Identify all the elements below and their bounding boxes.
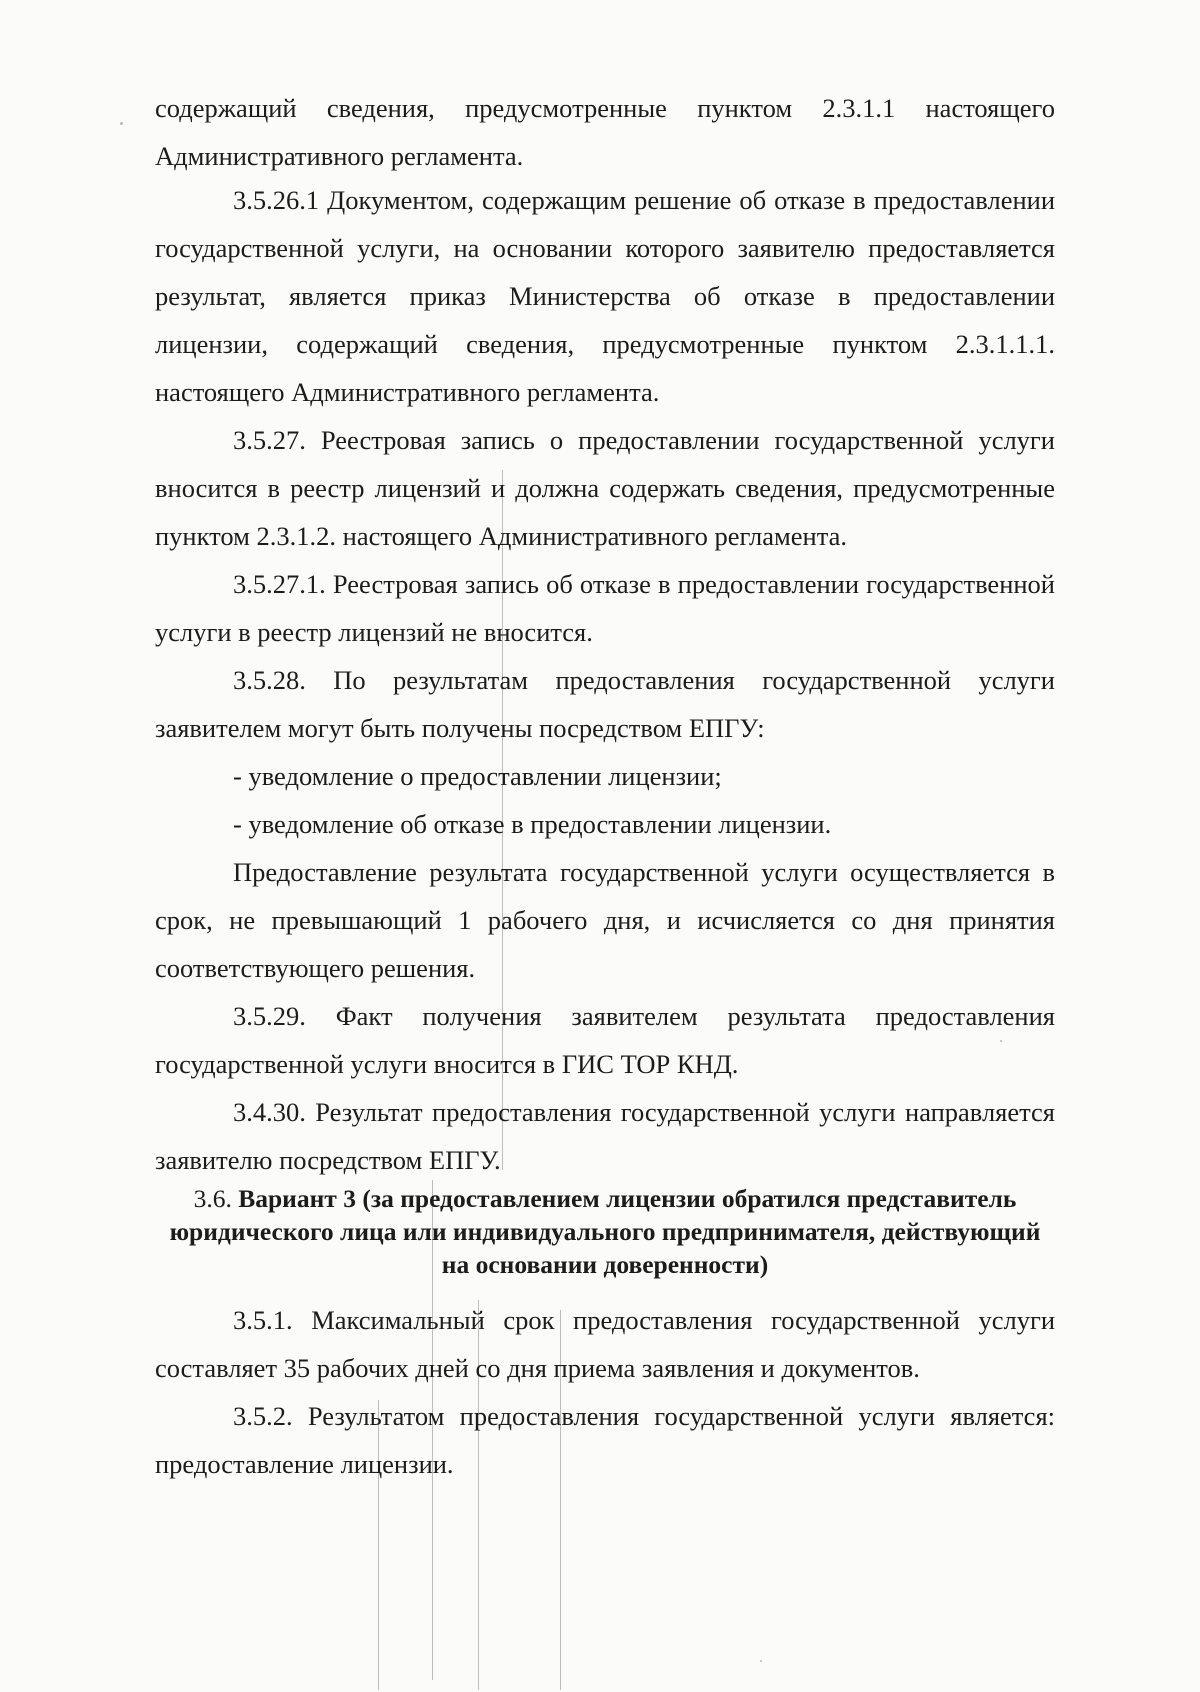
paragraph: 3.5.1. Максимальный срок предоставления государственной услуги составляет 35 рабочих дней со дня приема заявления и документов. <box>155 1305 1055 1383</box>
paragraph: 3.5.29. Факт получения заявителем результата предоставления государственной услуги вносится в ГИС ТОР КНД. <box>155 1001 1055 1079</box>
section-title: Вариант 3 (за предоставлением лицензии обратился представитель юридического лица или индивидуального предпринимателя, действующий на основании доверенности) <box>169 1184 1041 1279</box>
paragraph: 3.5.27. Реестровая запись о предоставлении государственной услуги вносится в реестр лицензий и должна содержать сведения, предусмотренные пунктом 2.3.1.2. настоящего Административного регламента. <box>155 425 1055 551</box>
paragraph: 3.5.27.1. Реестровая запись об отказе в предоставлении государственной услуги в реестр лицензий не вносится. <box>155 569 1055 647</box>
body-text-bottom <box>155 1296 1055 1488</box>
list-item: - уведомление о предоставлении лицензии; <box>233 761 722 791</box>
scan-speck <box>760 1660 762 1662</box>
paragraph: Предоставление результата государственной услуги осуществляется в срок, не превышающий 1 рабочего дня, и исчисляется со дня принятия соответствующего решения. <box>155 857 1055 983</box>
section-heading <box>155 1182 1055 1281</box>
paragraph: 3.4.30. Результат предоставления государственной услуги направляется заявителю посредством ЕПГУ. <box>155 1097 1055 1175</box>
paragraph: 3.5.28. По результатам предоставления государственной услуги заявителем могут быть получены посредством ЕПГУ: <box>155 665 1055 743</box>
paragraph: 3.5.26.1 Документом, содержащим решение об отказе в предоставлении государственной услуги, на основании которого заявителю предоставляется результат, является приказ Министерства об отказе в предоставлении лицензии, содержащий сведения, предусмотренные пунктом 2.3.1.1.1. настоящего Административного регламента. <box>155 185 1055 407</box>
paragraph: содержащий сведения, предусмотренные пунктом 2.3.1.1 настоящего Административного регламента. <box>155 93 1055 171</box>
body-text-top <box>155 84 1055 1184</box>
section-number: 3.6. <box>193 1184 239 1213</box>
list-item: - уведомление об отказе в предоставлении лицензии. <box>233 809 832 839</box>
paragraph: 3.5.2. Результатом предоставления государственной услуги является: предоставление лицензии. <box>155 1401 1055 1479</box>
scan-speck <box>120 122 123 125</box>
